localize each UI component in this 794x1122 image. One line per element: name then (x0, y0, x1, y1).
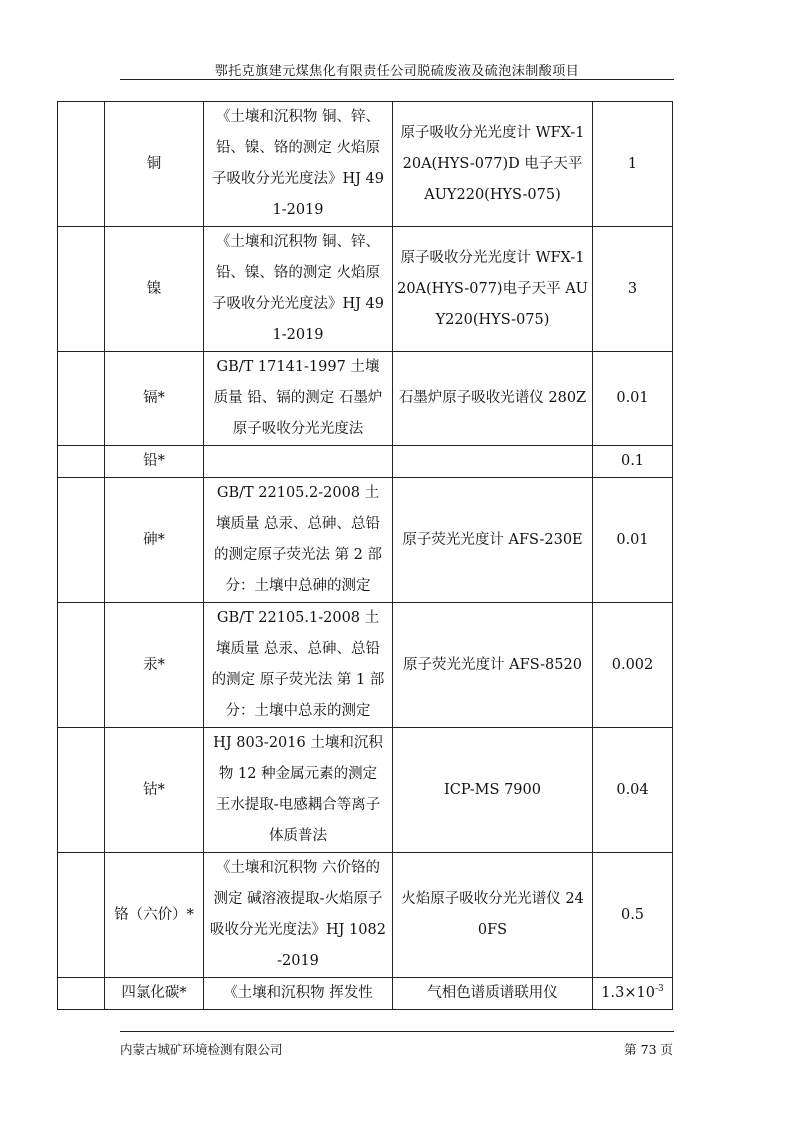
item-cell: 镉* (105, 352, 204, 446)
method-cell: 《土壤和沉积物 铜、锌、铅、镍、铬的测定 火焰原子吸收分光光度法》HJ 491-2019 (204, 102, 393, 227)
method-cell: 《土壤和沉积物 铜、锌、铅、镍、铬的测定 火焰原子吸收分光光度法》HJ 491-2019 (204, 227, 393, 352)
table-row (58, 478, 673, 603)
limit-base: 1.3×10 (601, 985, 655, 1001)
table-row (58, 446, 673, 478)
blank-cell (58, 227, 105, 352)
blank-cell (58, 352, 105, 446)
method-cell (204, 446, 393, 478)
item-cell: 铜 (105, 102, 204, 227)
table-row (58, 102, 673, 227)
limit-cell (593, 978, 673, 1010)
limit-cell: 0.002 (593, 603, 673, 728)
blank-cell (58, 853, 105, 978)
document-header-title: 鄂托克旗建元煤焦化有限责任公司脱硫废液及硫泡沫制酸项目 (214, 64, 580, 79)
method-table (57, 101, 673, 1010)
instrument-cell: 原子吸收分光光度计 WFX-120A(HYS-077)D 电子天平 AUY220(HYS-075) (393, 102, 593, 227)
table-row (58, 603, 673, 728)
instrument-cell: 火焰原子吸收分光光谱仪 240FS (393, 853, 593, 978)
limit-cell: 0.01 (593, 352, 673, 446)
limit-cell: 0.04 (593, 728, 673, 853)
footer-company: 内蒙古城矿环境检测有限公司 (120, 1042, 283, 1057)
limit-exponent: -3 (654, 984, 664, 995)
instrument-cell: 石墨炉原子吸收光谱仪 280Z (393, 352, 593, 446)
table-row (58, 352, 673, 446)
table-row (58, 978, 673, 1010)
blank-cell (58, 728, 105, 853)
blank-cell (58, 978, 105, 1010)
header-divider (120, 79, 674, 80)
item-cell: 砷* (105, 478, 204, 603)
blank-cell (58, 478, 105, 603)
item-cell: 四氯化碳* (105, 978, 204, 1010)
item-cell: 汞* (105, 603, 204, 728)
instrument-cell (393, 446, 593, 478)
blank-cell (58, 446, 105, 478)
limit-cell: 0.01 (593, 478, 673, 603)
instrument-cell: ICP-MS 7900 (393, 728, 593, 853)
item-cell: 镍 (105, 227, 204, 352)
method-cell: 《土壤和沉积物 挥发性 (204, 978, 393, 1010)
item-cell: 钴* (105, 728, 204, 853)
item-cell: 铅* (105, 446, 204, 478)
table-row (58, 853, 673, 978)
limit-cell: 1 (593, 102, 673, 227)
method-cell: GB/T 22105.2-2008 土壤质量 总汞、总砷、总铅的测定原子荧光法 第 2 部分：土壤中总砷的测定 (204, 478, 393, 603)
method-cell: 《土壤和沉积物 六价铬的测定 碱溶液提取-火焰原子吸收分光光度法》HJ 1082-2019 (204, 853, 393, 978)
item-cell: 铬（六价）* (105, 853, 204, 978)
blank-cell (58, 102, 105, 227)
limit-cell: 0.1 (593, 446, 673, 478)
limit-cell: 3 (593, 227, 673, 352)
instrument-cell: 原子荧光光度计 AFS-230E (393, 478, 593, 603)
limit-cell: 0.5 (593, 853, 673, 978)
instrument-cell: 气相色谱质谱联用仪 (393, 978, 593, 1010)
instrument-cell: 原子荧光光度计 AFS-8520 (393, 603, 593, 728)
method-cell: HJ 803-2016 土壤和沉积物 12 种金属元素的测定 王水提取-电感耦合等离子体质普法 (204, 728, 393, 853)
footer-divider (120, 1031, 674, 1032)
table-row (58, 728, 673, 853)
method-cell: GB/T 22105.1-2008 土壤质量 总汞、总砷、总铅的测定 原子荧光法 第 1 部分：土壤中总汞的测定 (204, 603, 393, 728)
instrument-cell: 原子吸收分光光度计 WFX-120A(HYS-077)电子天平 AUY220(HYS-075) (393, 227, 593, 352)
method-cell: GB/T 17141-1997 土壤质量 铅、镉的测定 石墨炉原子吸收分光光度法 (204, 352, 393, 446)
blank-cell (58, 603, 105, 728)
page-number: 第 73 页 (624, 1042, 673, 1057)
table-row (58, 227, 673, 352)
